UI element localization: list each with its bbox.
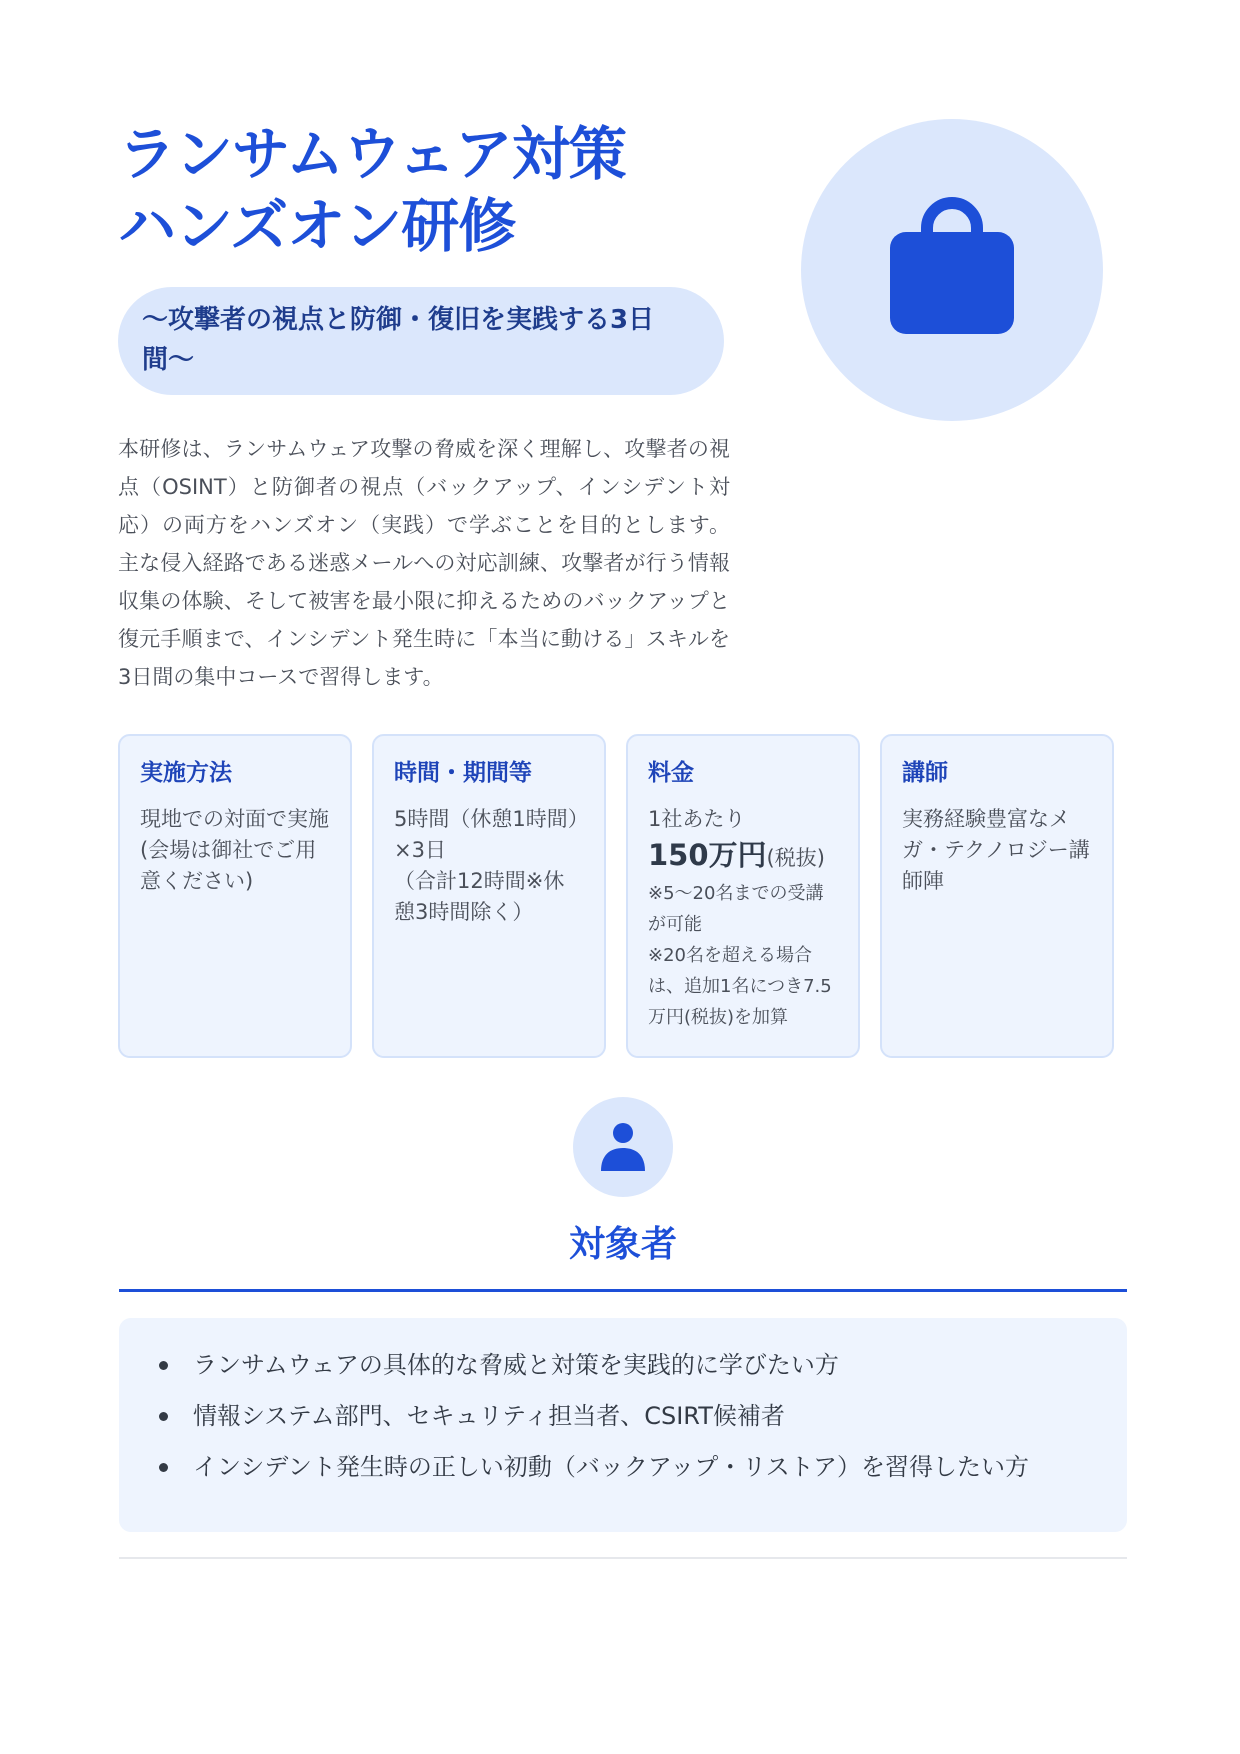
- card-duration: [372, 734, 606, 1058]
- target-icon-circle: [573, 1097, 673, 1197]
- hero-icon-circle: [801, 119, 1103, 421]
- list-item: [155, 1340, 1127, 1391]
- person-icon: [598, 1121, 648, 1173]
- target-section-title: 対象者: [568, 1224, 677, 1265]
- card-instructor: [880, 734, 1114, 1058]
- intro-paragraph: 本研修は、ランサムウェア攻撃の脅威を深く理解し、攻撃者の視点（OSINT）と防御者の視点（バックアップ、インシデント対応）の両方をハンズオン（実践）で学ぶことを目的とします。 主な侵入経路である迷惑メールへの対応訓練、攻撃者が行う情報収集の体験、そして被害を最小限に抑えるためのバックアップと復元手順まで、インシデント発生時に「本当に動ける」スキルを3日間の集中コースで習得します。: [118, 437, 730, 689]
- card-fee-tax: (税抜): [766, 846, 825, 870]
- card-fee-price: 150万円: [648, 838, 767, 872]
- list-item: [155, 1391, 1127, 1442]
- list-item-text: インシデント発生時の正しい初動（バックアップ・リストア）を習得したい方: [193, 1453, 1030, 1481]
- card-method-note: (会場は御社でご用意ください): [140, 838, 317, 893]
- card-fee-price-line: [648, 835, 838, 878]
- subtitle-pill: 〜攻撃者の視点と防御・復旧を実践する3日間〜: [118, 287, 724, 395]
- page-title: [118, 118, 778, 262]
- section-divider: [119, 1289, 1127, 1292]
- card-duration-title: 時間・期間等: [394, 760, 532, 786]
- bullet-icon: [159, 1412, 168, 1421]
- card-instructor-title: 講師: [902, 760, 948, 786]
- card-method-title: 実施方法: [140, 760, 232, 786]
- card-duration-body: 5時間（休憩1時間）×3日: [394, 807, 579, 862]
- bullet-icon: [159, 1361, 168, 1370]
- target-list-box: [119, 1318, 1127, 1532]
- card-fee-title: 料金: [648, 760, 694, 786]
- list-item-text: ランサムウェアの具体的な脅威と対策を実践的に学びたい方: [193, 1351, 839, 1379]
- card-fee-note-1: ※5〜20名までの受講が可能: [648, 883, 824, 935]
- title-line-1: ランサムウェア対策: [118, 120, 626, 188]
- target-list: [155, 1340, 1127, 1493]
- footer-divider: [119, 1557, 1127, 1559]
- briefcase-icon: [887, 196, 1017, 336]
- card-method: [118, 734, 352, 1058]
- list-item-text: 情報システム部門、セキュリティ担当者、CSIRT候補者: [193, 1402, 785, 1430]
- card-instructor-body: 実務経験豊富なメガ・テクノロジー講師陣: [902, 807, 1090, 893]
- card-method-body: 現地での対面で実施: [140, 807, 329, 831]
- title-line-2: ハンズオン研修: [118, 192, 516, 260]
- bullet-icon: [159, 1463, 168, 1472]
- card-fee-per-company: 1社あたり: [648, 807, 746, 831]
- list-item: [155, 1442, 1127, 1493]
- card-fee-note-2: ※20名を超える場合は、追加1名につき7.5万円(税抜)を加算: [648, 945, 832, 1028]
- card-duration-note: （合計12時間※休憩3時間除く）: [394, 869, 565, 924]
- card-fee: [626, 734, 860, 1058]
